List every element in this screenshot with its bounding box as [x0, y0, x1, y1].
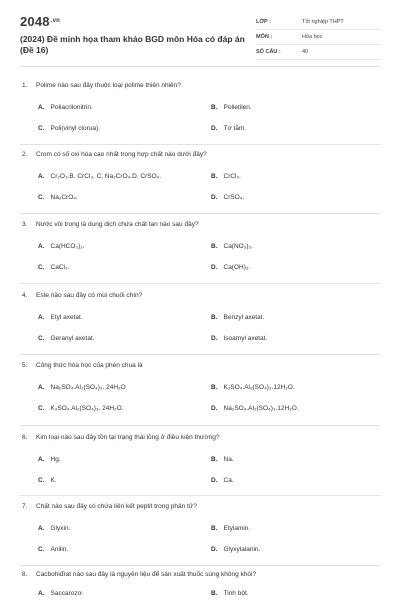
option-a [38, 171, 161, 183]
option-text: Poli(vinyl clorua). [50, 125, 100, 132]
option-d [211, 333, 267, 345]
header-divider [20, 66, 380, 67]
option-text: CrSO₄. [223, 194, 245, 201]
option-text: Ca(OH)₂. [223, 264, 251, 271]
logo-tld: .vn [50, 18, 61, 24]
logo-text: 2048 [20, 14, 50, 29]
meta-value: Hóa học [302, 34, 323, 40]
question-divider [20, 495, 380, 496]
option-c [38, 123, 100, 135]
option-letter: D. [211, 546, 218, 553]
question-8 [20, 569, 380, 600]
option-letter: A. [38, 243, 45, 250]
option-a [38, 102, 93, 114]
option-d [211, 475, 234, 487]
question-1 [20, 80, 380, 135]
question-text: Nước vôi trong là dung dịch chứa chất tan nào sau đây? [36, 221, 199, 228]
option-a [38, 454, 61, 466]
option-text: Na. [223, 456, 234, 463]
meta-key: LỚP : [256, 19, 271, 25]
option-c [38, 544, 68, 556]
option-letter: D. [211, 477, 218, 484]
question-4 [20, 290, 380, 345]
question-2 [20, 149, 380, 204]
option-d [211, 403, 299, 415]
question-text: Công thức hóa học của phèn chua là [36, 362, 143, 369]
option-letter: A. [38, 590, 45, 597]
question-divider [20, 425, 380, 426]
option-c [38, 403, 123, 415]
question-text: Cacbohiđrat nào sau đây là nguyên liệu để sản xuất thuốc súng không khói? [36, 571, 257, 578]
header [20, 14, 380, 62]
option-b [211, 382, 295, 394]
option-b [211, 102, 252, 114]
question-6 [20, 432, 380, 487]
meta-value: Tốt nghiệp THPT [302, 19, 344, 25]
option-text: Etylamin. [223, 525, 251, 532]
question-text: Polime nào sau đây thuộc loại polime thiên nhiên? [36, 82, 181, 89]
option-text: Poliacrilonitrin. [50, 104, 93, 111]
option-letter: A. [38, 456, 45, 463]
option-text: CrCl₃. [223, 173, 241, 180]
option-letter: A. [38, 314, 45, 321]
option-letter: B. [211, 104, 218, 111]
option-letter: C. [38, 405, 45, 412]
option-text: Etyl axetat. [50, 314, 83, 321]
question-divider [20, 144, 380, 145]
option-text: K. [50, 477, 57, 484]
question-number: 6. [22, 434, 28, 441]
meta-key: SỐ CÂU : [256, 49, 281, 55]
option-letter: C. [38, 546, 45, 553]
option-letter: B. [211, 173, 218, 180]
question-divider [20, 354, 380, 355]
option-text: Saccarozơ. [50, 590, 84, 597]
option-a [38, 241, 85, 253]
question-number: 4. [22, 292, 28, 299]
option-a [38, 312, 83, 324]
option-c [38, 192, 78, 204]
option-text: Glyxin. [50, 525, 71, 532]
question-3 [20, 219, 380, 274]
document-title: (2024) Đề minh họa tham khảo BGD môn Hóa có đáp án (Đề 16) [20, 34, 245, 55]
question-7 [20, 501, 380, 556]
option-letter: B. [211, 590, 218, 597]
option-b [211, 312, 264, 324]
question-number: 8. [22, 571, 28, 578]
option-text: Anilin. [50, 546, 69, 553]
option-text: CaCl₂. [50, 264, 70, 271]
question-number: 5. [22, 362, 28, 369]
option-letter: B. [211, 525, 218, 532]
option-text: Ca. [223, 477, 234, 484]
question-5 [20, 360, 380, 415]
option-text: Na₂SO₄.Al₂(SO₄)₃. 24H₂O [50, 384, 126, 391]
document-meta [256, 15, 380, 60]
option-text: Glyxylalanin. [223, 546, 261, 553]
question-text: Kim loại nào sau đây tồn tại trạng thái lỏng ở điều kiện thường? [36, 434, 220, 441]
meta-subject [256, 30, 380, 45]
option-letter: C. [38, 264, 45, 271]
option-letter: D. [211, 405, 218, 412]
option-text: Geranyl axetat. [50, 335, 95, 342]
option-d [211, 262, 250, 274]
option-letter: C. [38, 335, 45, 342]
option-letter: C. [38, 477, 45, 484]
option-a [38, 523, 70, 535]
option-letter: A. [38, 384, 45, 391]
option-letter: A. [38, 104, 45, 111]
option-text: K₂SO₄.Al₂(SO₄)₃.12H₂O. [223, 384, 295, 391]
option-text: Tơ tằm. [223, 125, 247, 132]
option-text: Isoamyl axetat. [223, 335, 268, 342]
option-letter: B. [211, 384, 218, 391]
meta-key: MÔN : [256, 34, 273, 40]
option-a [38, 382, 126, 394]
option-text: Na₂SO₄.Al₂(SO₄)₃.12H₂O. [223, 405, 299, 412]
option-letter: D. [211, 125, 218, 132]
option-b [211, 454, 234, 466]
question-number: 1. [22, 82, 28, 89]
option-letter: D. [211, 335, 218, 342]
option-b [211, 588, 249, 600]
option-text: Benzyl axetat. [223, 314, 265, 321]
question-divider [20, 283, 380, 284]
question-text: Crom có số oxi hóa cao nhất trong hợp chất nào dưới đây? [36, 151, 207, 158]
option-text: Cr₂O₃.B. CrCl₃. C. Na₂CrO₄.D. CrSO₄. [50, 173, 162, 180]
question-text: Chất nào sau đây có chứa liên kết peptit trong phân tử? [36, 503, 197, 510]
option-text: Tinh bột. [223, 590, 249, 597]
option-text: Ca(NO₃)₂. [223, 243, 253, 250]
option-text: Na₂CrO₄. [50, 194, 78, 201]
option-c [38, 262, 69, 274]
option-letter: C. [38, 194, 45, 201]
option-c [38, 475, 57, 487]
option-b [211, 171, 241, 183]
option-letter: A. [38, 173, 45, 180]
option-letter: A. [38, 525, 45, 532]
site-logo[interactable] [20, 14, 60, 29]
option-letter: D. [211, 194, 218, 201]
question-text: Este nào sau đây có mùi chuối chín? [36, 292, 143, 299]
option-letter: B. [211, 314, 218, 321]
question-number: 2. [22, 151, 28, 158]
option-d [211, 123, 246, 135]
meta-count [256, 45, 380, 60]
option-b [211, 241, 253, 253]
option-text: Polietilen. [223, 104, 252, 111]
option-letter: B. [211, 243, 218, 250]
option-d [211, 192, 244, 204]
meta-class [256, 15, 380, 30]
option-d [211, 544, 260, 556]
option-b [211, 523, 250, 535]
option-a [38, 588, 84, 600]
option-letter: C. [38, 125, 45, 132]
option-letter: D. [211, 264, 218, 271]
option-text: K₂SO₄.Al₂(SO₄)₃. 24H₂O. [50, 405, 124, 412]
option-text: Ca(HCO₃)₂. [50, 243, 85, 250]
question-number: 3. [22, 221, 28, 228]
option-text: Hg. [50, 456, 61, 463]
question-divider [20, 213, 380, 214]
meta-value: 40 [302, 49, 309, 55]
question-divider [20, 565, 380, 566]
question-number: 7. [22, 503, 28, 510]
option-letter: B. [211, 456, 218, 463]
option-c [38, 333, 95, 345]
